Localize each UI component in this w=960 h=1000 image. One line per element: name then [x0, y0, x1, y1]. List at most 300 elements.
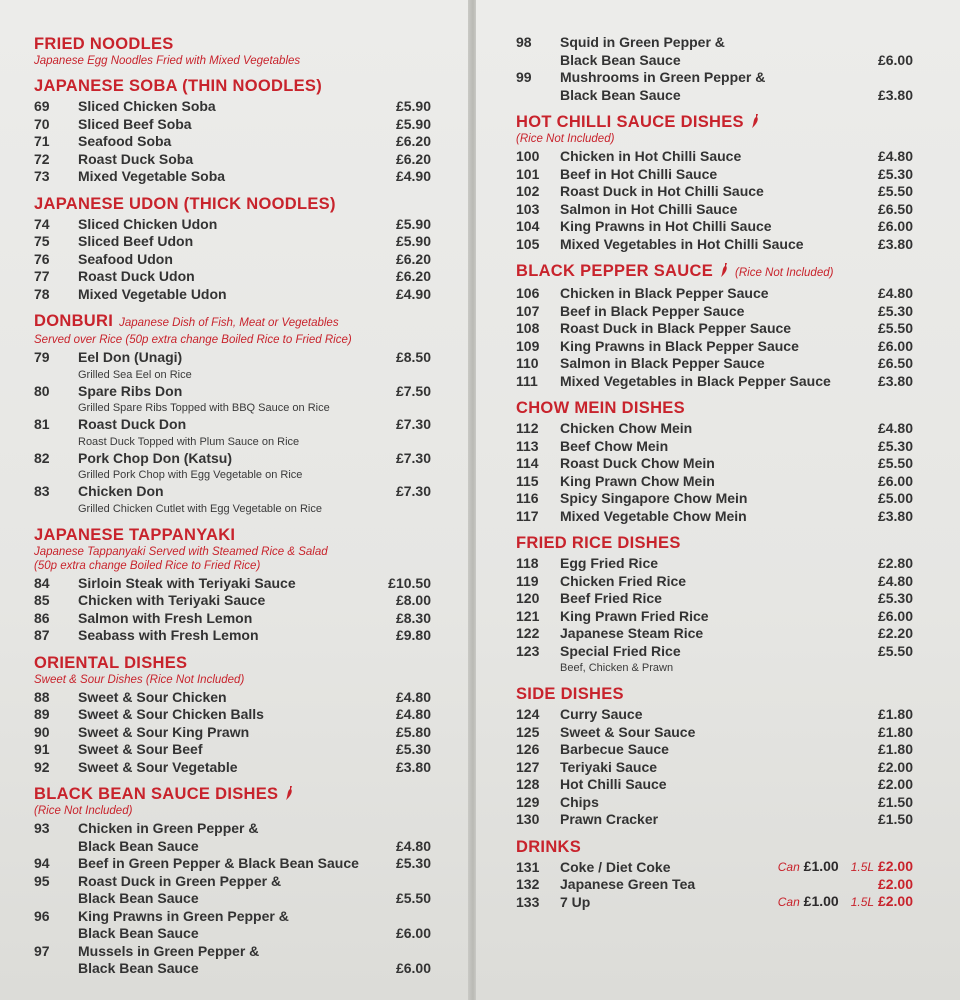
item-name-line: Black Bean Sauce	[560, 51, 681, 68]
item-number: 131	[516, 858, 540, 875]
item-number: 107	[516, 302, 540, 319]
menu-item	[516, 303, 913, 321]
menu-section	[516, 398, 960, 525]
menu-item	[516, 34, 913, 69]
item-number: 109	[516, 337, 540, 354]
item-name-line: Mixed Vegetables in Hot Chilli Sauce	[560, 235, 804, 252]
menu-item	[34, 908, 431, 943]
item-name	[78, 349, 182, 367]
item-name-line: Beef Chow Mein	[560, 437, 669, 454]
item-name-line: Curry Sauce	[560, 706, 643, 722]
item-price: £6.20	[395, 250, 431, 267]
item-price: £1.50	[877, 811, 913, 827]
menu-item	[516, 794, 913, 812]
item-name	[78, 286, 227, 304]
menu-item	[34, 268, 431, 286]
menu-item	[34, 116, 431, 134]
item-name	[560, 811, 658, 829]
menu-item	[34, 943, 431, 978]
item-number: 102	[516, 183, 540, 199]
menu-section	[34, 784, 470, 978]
item-price: £3.80	[877, 507, 913, 524]
item-name	[78, 98, 216, 116]
item-number: 74	[34, 215, 50, 232]
item-number: 104	[516, 218, 540, 234]
item-name	[78, 943, 259, 978]
section-title	[34, 34, 470, 54]
item-number: 120	[516, 590, 540, 606]
item-name-line: Beef in Black Pepper Sauce	[560, 302, 745, 319]
item-price: £4.80	[395, 837, 431, 854]
item-price: £3.80	[395, 758, 431, 775]
item-price: £3.80	[877, 86, 913, 103]
item-name-line: Chicken with Teriyaki Sauce	[78, 592, 266, 608]
menu-section	[34, 311, 470, 517]
item-number: 118	[516, 555, 539, 571]
menu-item	[34, 168, 431, 186]
can-label: Can	[777, 859, 800, 874]
item-name-line: Prawn Cracker	[560, 811, 659, 827]
item-name-line: Japanese Steam Rice	[560, 625, 704, 641]
section-items	[34, 216, 431, 304]
item-price: £7.50	[395, 382, 431, 399]
item-number: 99	[516, 69, 532, 85]
item-number: 114	[516, 455, 539, 471]
item-name-line: Sweet & Sour Chicken Balls	[78, 706, 264, 722]
item-name-line: Roast Duck in Black Pepper Sauce	[560, 320, 792, 336]
menu-item	[516, 590, 913, 608]
item-name-line: Chicken in Hot Chilli Sauce	[560, 148, 742, 164]
item-name	[560, 741, 669, 759]
menu-item	[516, 373, 913, 391]
menu-item	[516, 573, 913, 591]
menu-item	[516, 706, 913, 724]
menu-item	[516, 236, 913, 254]
item-name-line: Mushrooms in Green Pepper &	[560, 69, 766, 85]
menu-right-panel	[476, 0, 960, 1000]
item-name	[78, 689, 227, 707]
item-name	[78, 820, 259, 855]
item-name-line: Sliced Beef Udon	[78, 233, 194, 249]
item-name	[560, 236, 804, 254]
item-name	[560, 373, 831, 391]
item-number: 100	[516, 148, 540, 164]
item-name-line: Mixed Vegetable Udon	[78, 285, 227, 302]
menu-item	[516, 438, 913, 456]
item-price: £6.20	[395, 150, 431, 167]
item-name	[78, 151, 193, 169]
section-title	[516, 261, 960, 283]
item-name-line: Beef Fried Rice	[560, 590, 662, 606]
menu-item	[516, 355, 913, 373]
item-price: £5.90	[395, 215, 431, 232]
menu-left-panel	[0, 0, 470, 1000]
item-price: £5.30	[877, 165, 913, 182]
section-note: Japanese Dish of Fish, Meat or Vegetables	[119, 317, 339, 329]
menu-item	[34, 855, 431, 873]
section-title	[516, 684, 960, 704]
item-name-line: Black Bean Sauce	[78, 925, 199, 941]
item-description: Grilled Spare Ribs Topped with BBQ Sauce on Rice	[78, 402, 330, 414]
item-number: 133	[516, 893, 540, 910]
menu-item	[34, 873, 431, 908]
item-price: £6.00	[877, 607, 913, 624]
item-price: £6.20	[395, 133, 431, 149]
section-title	[516, 533, 960, 553]
item-name-line: Chicken in Green Pepper &	[78, 820, 259, 836]
item-number: 101	[516, 165, 540, 182]
item-name	[560, 201, 737, 219]
item-name-line: Mixed Vegetable Soba	[78, 168, 226, 184]
item-price: £8.00	[395, 592, 431, 608]
item-number: 110	[516, 355, 539, 371]
menu-item	[516, 608, 913, 626]
item-name	[78, 873, 281, 908]
item-number: 96	[34, 907, 50, 924]
section-title	[516, 398, 960, 418]
item-number: 75	[34, 233, 50, 249]
item-name-line: Squid in Green Pepper &	[560, 34, 725, 50]
item-price: £5.90	[395, 115, 431, 132]
item-price: £1.80	[877, 706, 913, 722]
section-subtitle: Japanese Egg Noodles Fried with Mixed Vegetables	[34, 55, 301, 67]
item-description: Roast Duck Topped with Plum Sauce on Rice	[78, 435, 300, 448]
section-title-text: JAPANESE UDON (THICK NOODLES)	[34, 194, 336, 213]
item-name	[560, 608, 709, 626]
item-price: £8.30	[395, 609, 431, 626]
item-price: £4.80	[877, 420, 913, 436]
section-title-text: JAPANESE TAPPANYAKI	[34, 525, 236, 544]
item-number: 111	[516, 372, 538, 389]
menu-item	[516, 625, 913, 643]
item-name-line: Roast Duck in Hot Chilli Sauce	[560, 183, 764, 199]
item-name-line: Chicken Don	[78, 483, 164, 499]
large-price: £2.00	[877, 892, 913, 909]
menu-item	[516, 555, 913, 573]
item-name-line: Chicken Fried Rice	[560, 572, 687, 589]
menu-item	[34, 575, 431, 593]
item-price: £6.00	[877, 218, 913, 234]
item-number: 95	[34, 872, 50, 889]
menu-item	[34, 251, 431, 269]
menu-item	[516, 285, 913, 303]
menu-item	[34, 724, 431, 742]
item-name	[560, 643, 681, 661]
chili-pepper-icon	[284, 785, 294, 801]
item-description: Grilled Pork Chop with Egg Vegetable on Rice	[78, 469, 303, 481]
item-name-line: Salmon in Hot Chilli Sauce	[560, 200, 738, 217]
item-name-line: Black Bean Sauce	[78, 837, 199, 854]
item-price: £2.80	[877, 555, 913, 571]
section-title-text: CHOW MEIN DISHES	[516, 399, 685, 417]
menu-item	[516, 455, 913, 473]
item-price: £2.00	[877, 776, 913, 792]
item-number: 73	[34, 168, 50, 184]
menu-item	[516, 166, 913, 184]
item-name-line: Black Bean Sauce	[78, 960, 199, 976]
item-number: 105	[516, 235, 540, 252]
item-price: £1.80	[877, 741, 913, 757]
item-name-line: Chips	[560, 793, 599, 810]
item-price: £6.00	[395, 925, 431, 941]
item-price: £5.00	[877, 490, 913, 506]
item-description: Grilled Sea Eel on Rice	[78, 368, 192, 381]
item-name	[78, 627, 259, 645]
item-number: 108	[516, 320, 540, 336]
item-name	[560, 148, 741, 166]
item-price: £4.90	[395, 168, 431, 184]
item-name-line: Salmon with Fresh Lemon	[78, 609, 253, 626]
item-number: 93	[34, 820, 50, 836]
item-number: 121	[516, 607, 540, 624]
item-number: 106	[516, 285, 540, 301]
section-subtitle: (50p extra change Boiled Rice to Fried Rice)	[34, 559, 261, 572]
item-number: 85	[34, 592, 50, 608]
item-number: 98	[516, 34, 532, 50]
menu-item	[516, 643, 913, 661]
section-subtitle: (Rice Not Included)	[516, 133, 615, 145]
item-name: Japanese Green Tea	[560, 876, 696, 892]
section-items	[516, 285, 913, 390]
section-subtitle: Served over Rice (50p extra change Boiled Rice to Fried Rice)	[34, 334, 352, 346]
item-number: 88	[34, 688, 50, 705]
item-price: £1.50	[877, 793, 913, 810]
section-drinks	[516, 837, 960, 912]
item-number: 72	[34, 150, 50, 167]
item-name-line: Chicken Chow Mein	[560, 420, 693, 436]
item-name-line: Teriyaki Sauce	[560, 758, 658, 775]
item-name-line: Sliced Chicken Udon	[78, 215, 218, 232]
item-number: 103	[516, 200, 540, 217]
section-title	[34, 194, 470, 214]
item-number: 117	[516, 507, 539, 524]
item-number: 91	[34, 741, 50, 757]
section-items	[34, 98, 431, 186]
item-name	[560, 759, 657, 777]
menu-section	[34, 525, 470, 645]
item-price: £5.50	[877, 455, 913, 471]
section-items	[516, 555, 913, 676]
item-name-line: Pork Chop Don (Katsu)	[78, 449, 232, 466]
item-name	[78, 416, 186, 434]
item-name	[560, 625, 703, 643]
item-name-line: Sweet & Sour Sauce	[560, 723, 696, 740]
menu-item	[516, 148, 913, 166]
item-price: £4.90	[395, 285, 431, 302]
item-name-line: Sweet & Sour Chicken	[78, 688, 227, 705]
menu-item	[516, 420, 913, 438]
section-items	[516, 706, 913, 829]
menu-item	[34, 133, 431, 151]
item-name-line: Roast Duck Udon	[78, 268, 195, 284]
drink-item	[516, 859, 913, 877]
item-number: 94	[34, 855, 50, 871]
section-title-text: FRIED RICE DISHES	[516, 534, 681, 552]
menu-item	[34, 610, 431, 628]
item-name	[78, 383, 182, 401]
item-number: 70	[34, 115, 50, 132]
can-label: Can	[777, 894, 800, 909]
drinks-items	[516, 859, 913, 912]
section-title-text: BLACK BEAN SAUCE DISHES	[34, 785, 279, 803]
item-name-line: Mussels in Green Pepper &	[78, 942, 260, 959]
section-subtitle: Japanese Tappanyaki Served with Steamed Rice & Salad	[34, 545, 328, 558]
large-label: 1.5L	[850, 894, 875, 909]
item-number: 122	[516, 625, 540, 641]
item-name-line: Sliced Beef Soba	[78, 115, 192, 132]
drink-item	[516, 894, 913, 912]
item-name-line: Mixed Vegetable Chow Mein	[560, 507, 747, 524]
section-items	[34, 349, 431, 517]
item-name	[560, 706, 642, 724]
menu-item	[34, 820, 431, 855]
menu-item	[516, 320, 913, 338]
item-name: Coke / Diet Coke	[560, 858, 671, 875]
menu-item	[34, 483, 431, 501]
drink-prices	[878, 876, 913, 894]
item-name-line: Roast Duck Soba	[78, 150, 194, 167]
menu-section	[516, 684, 960, 829]
section-items	[34, 575, 431, 645]
item-name	[78, 706, 264, 724]
item-number: 128	[516, 776, 540, 792]
menu-item	[516, 201, 913, 219]
menu-section	[34, 34, 470, 68]
item-name	[560, 794, 599, 812]
menu-item	[34, 627, 431, 645]
item-number: 79	[34, 349, 50, 365]
item-name	[560, 69, 765, 104]
item-name	[78, 741, 202, 759]
menu-item	[34, 216, 431, 234]
item-name-line: Roast Duck in Green Pepper &	[78, 872, 282, 889]
menu-item	[516, 69, 913, 104]
section-items	[34, 820, 431, 978]
menu-section	[34, 194, 470, 304]
item-number: 126	[516, 741, 540, 757]
item-name	[78, 483, 164, 501]
item-name-line: Beef in Hot Chilli Sauce	[560, 165, 718, 182]
menu-section	[516, 533, 960, 676]
item-number: 83	[34, 483, 50, 499]
menu-section	[34, 653, 470, 777]
menu-item	[34, 151, 431, 169]
large-price: £2.00	[877, 857, 913, 874]
section-title-text: FRIED NOODLES	[34, 35, 174, 53]
item-name-line: Barbecue Sauce	[560, 741, 669, 757]
can-price: £1.00	[803, 857, 839, 874]
item-name	[560, 508, 747, 526]
item-number: 82	[34, 449, 50, 466]
item-number: 81	[34, 416, 50, 432]
section-title	[34, 525, 470, 545]
item-name	[78, 116, 192, 134]
item-price: £6.20	[395, 268, 431, 284]
section-title-text: ORIENTAL DISHES	[34, 653, 188, 672]
item-number: 86	[34, 609, 50, 626]
menu-item	[516, 741, 913, 759]
menu-item	[34, 383, 431, 401]
item-price: £2.20	[877, 625, 913, 641]
item-name	[560, 320, 791, 338]
item-name	[560, 285, 769, 303]
section-subtitle: (Rice Not Included)	[34, 805, 133, 817]
menu-item	[516, 811, 913, 829]
menu-item	[516, 218, 913, 236]
menu-item	[34, 741, 431, 759]
menu-item	[34, 98, 431, 116]
menu-item	[516, 724, 913, 742]
large-label: 1.5L	[850, 859, 875, 874]
section-title-text: BLACK PEPPER SAUCE	[516, 262, 714, 280]
item-name	[560, 420, 692, 438]
item-name-line: Sliced Chicken Soba	[78, 98, 216, 114]
item-price: £6.50	[877, 355, 913, 371]
item-price: £5.30	[877, 437, 913, 454]
section-title: DRINKS	[516, 837, 582, 856]
item-number: 112	[516, 420, 539, 436]
item-number: 124	[516, 706, 540, 722]
item-name-line: Egg Fried Rice	[560, 555, 659, 571]
item-number: 127	[516, 758, 540, 775]
item-name-line: Spicy Singapore Chow Mein	[560, 490, 748, 506]
item-name-line: Roast Duck Don	[78, 416, 187, 432]
drink-prices	[778, 858, 913, 877]
item-name	[560, 490, 747, 508]
item-name-line: Roast Duck Chow Mein	[560, 455, 715, 471]
black-bean-continued	[516, 34, 960, 104]
item-name	[78, 216, 217, 234]
item-price: £5.90	[395, 233, 431, 249]
item-name-line: Black Bean Sauce	[78, 890, 199, 906]
menu-section	[516, 112, 960, 253]
menu-item	[34, 592, 431, 610]
menu-item	[516, 473, 913, 491]
item-number: 71	[34, 133, 50, 149]
section-title-text: JAPANESE SOBA (THIN NOODLES)	[34, 77, 323, 95]
item-price: £5.30	[395, 855, 431, 871]
item-name-line: Black Bean Sauce	[560, 86, 681, 103]
chili-pepper-icon	[750, 113, 760, 129]
menu-item	[516, 490, 913, 508]
menu-item	[34, 689, 431, 707]
menu-item	[516, 508, 913, 526]
item-name	[560, 183, 764, 201]
can-price: £1.00	[803, 892, 839, 909]
menu-item	[34, 233, 431, 251]
menu-item	[516, 183, 913, 201]
item-price: £5.80	[395, 723, 431, 740]
item-name	[560, 590, 662, 608]
item-name-line: Seafood Soba	[78, 133, 172, 149]
item-price: £10.50	[388, 574, 431, 591]
item-number: 116	[516, 490, 539, 506]
item-name-line: King Prawns in Green Pepper &	[78, 907, 289, 924]
menu-item	[34, 286, 431, 304]
item-number: 115	[516, 472, 539, 489]
item-name	[560, 355, 765, 373]
item-price: £4.80	[877, 285, 913, 301]
section-title-text: DONBURI	[34, 312, 114, 330]
item-name-line: King Prawns in Black Pepper Sauce	[560, 337, 799, 354]
section-note: (Rice Not Included)	[735, 267, 834, 279]
item-number: 77	[34, 268, 50, 284]
item-number: 69	[34, 98, 50, 114]
item-number: 92	[34, 758, 50, 775]
item-name-line: Sweet & Sour Vegetable	[78, 758, 238, 775]
item-name	[560, 218, 772, 236]
section-items	[516, 148, 913, 253]
